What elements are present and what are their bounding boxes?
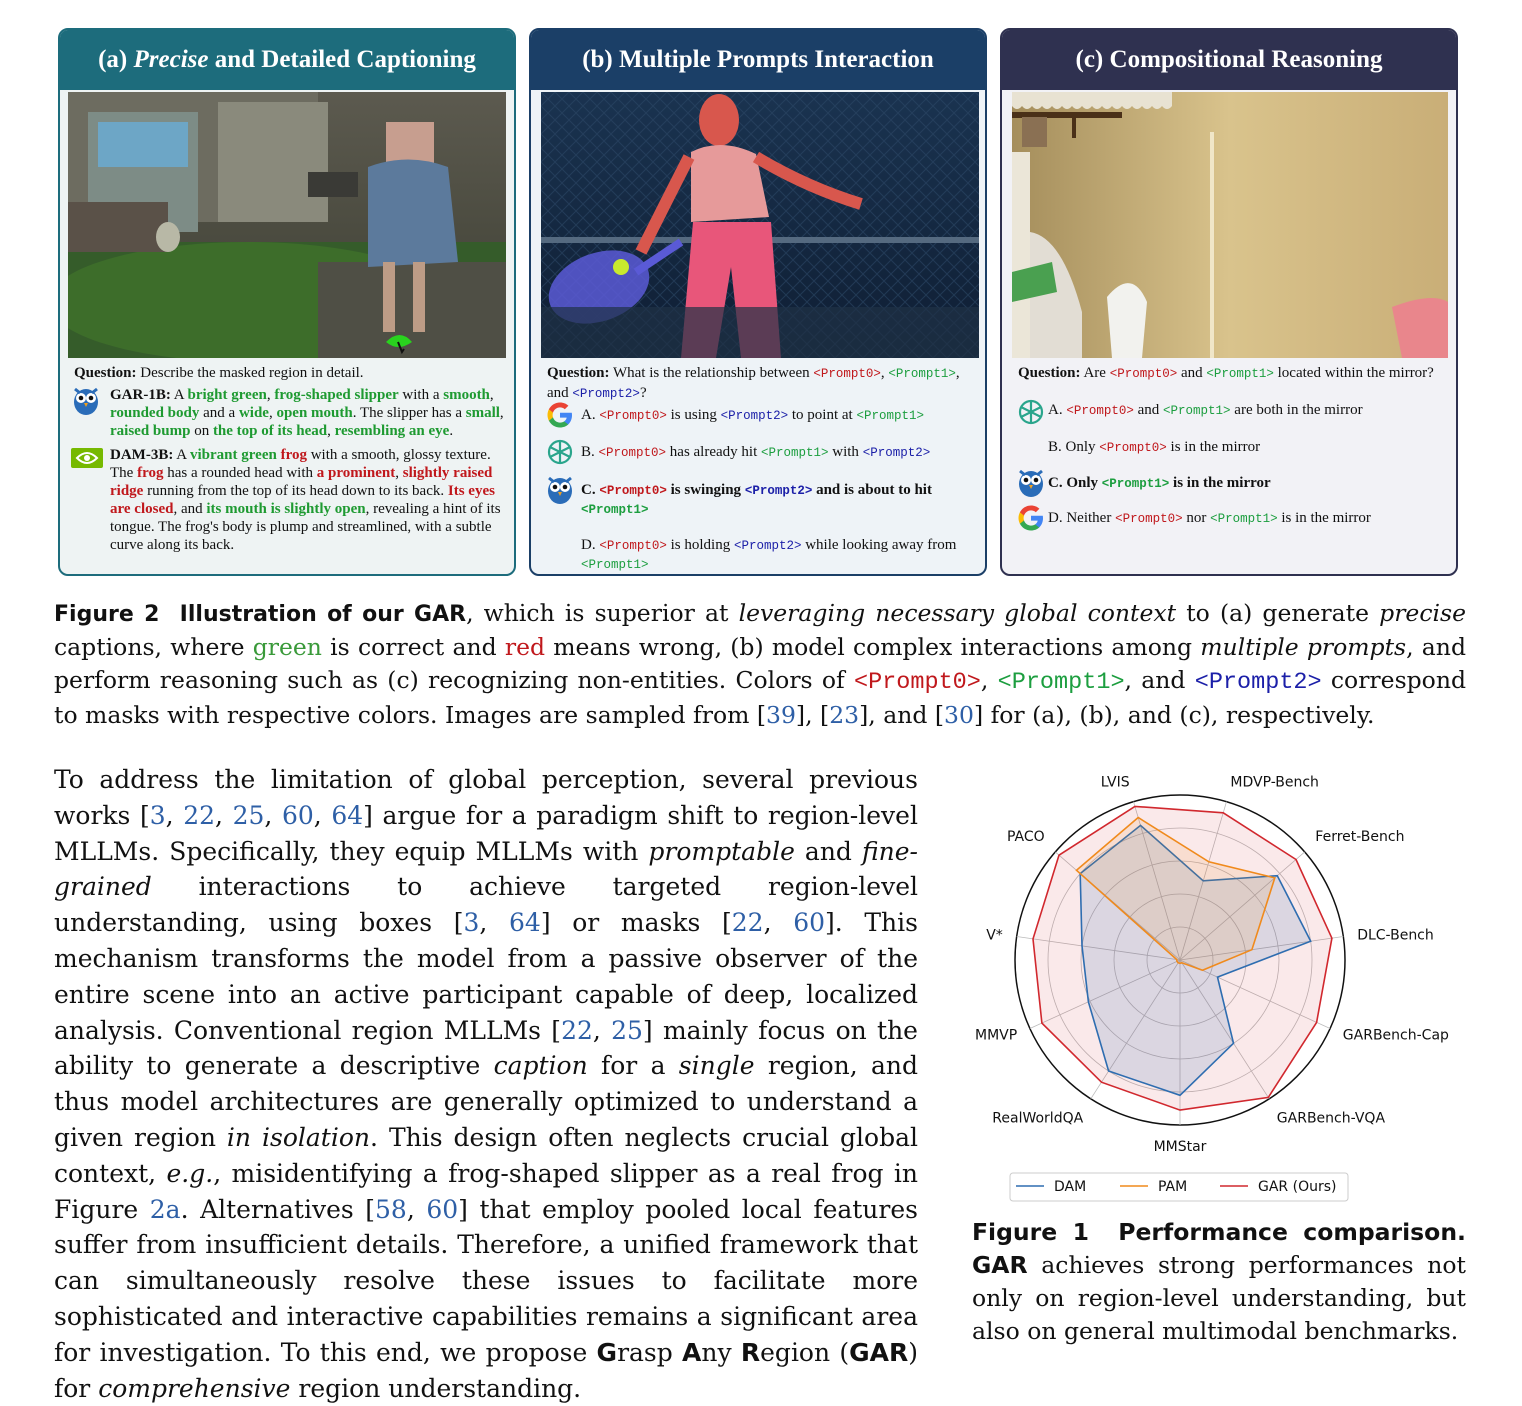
text-span: ny [701, 1337, 741, 1367]
axis-label: MDVP-Bench [1230, 774, 1319, 791]
citation-link[interactable]: 30 [944, 701, 974, 729]
text-span: . Alternatives [ [180, 1194, 376, 1224]
emphasis: GAR [849, 1337, 909, 1367]
emphasis: e.g. [166, 1158, 214, 1188]
text-span: is swinging [666, 482, 745, 498]
option-d-text [1048, 509, 1446, 528]
panel-a-question: Question: Describe the masked region in detail. [74, 365, 364, 381]
option-c-text [581, 481, 975, 519]
correct-phrase: raised bump [110, 423, 191, 439]
text-span: . The slipper has a [352, 405, 466, 421]
correct-phrase: the top of its head [212, 423, 328, 439]
prompt-token: <Prompt0> [599, 409, 667, 423]
prompt-token: <Prompt1> [581, 503, 649, 517]
emphasis: A [682, 1337, 702, 1367]
emphasis: caption [493, 1051, 588, 1081]
text-span: to point at [788, 407, 857, 423]
wrong-phrase: Its eyes are closed [110, 483, 495, 517]
text-span: is in the mirror [1277, 510, 1371, 526]
text-span: ] mainly focus on the ability to generate a descriptive [54, 1015, 918, 1081]
correct-phrase: bright green [187, 387, 267, 403]
gar-answer-text: GAR-1B: A bright green, frog-shaped slipper with a smooth, rounded body and a wide, open mouth. The slipper has a small, raised bump on the top of its head, resembling an eye. [110, 387, 504, 439]
text-span: , [327, 423, 335, 439]
prompt-token: <Prompt1> [581, 558, 649, 572]
text-span: A [170, 387, 188, 403]
text-span: egion ( [760, 1337, 850, 1367]
text-span: on [190, 423, 213, 439]
question-text: What is the relationship between [609, 365, 814, 381]
emphasis: fine-grained [54, 836, 918, 902]
correct-phrase: resembling an eye [334, 423, 450, 439]
legend-label: GAR (Ours) [1258, 1179, 1337, 1195]
citation-link[interactable]: 64 [331, 800, 364, 830]
panel-compositional-reasoning [1000, 28, 1458, 576]
option-a-text [581, 406, 975, 425]
google-icon [1016, 503, 1046, 533]
text-span: , revealing a hint of its tongue. The frog's body is plump and streamlined, with a subtle curve along its back. [110, 501, 501, 553]
prompt-token: <Prompt2> [862, 446, 931, 460]
question-label: Question: [1018, 365, 1081, 381]
prompt-token: <Prompt0> [599, 484, 667, 498]
option-letter: D. Neither [1048, 510, 1116, 526]
correct-phrase: frog-shaped slipper [274, 387, 399, 403]
legend-label: DAM [1054, 1179, 1087, 1195]
openai-icon [1016, 397, 1046, 427]
wrong-phrase: frog [280, 447, 307, 463]
option-letter: C. [581, 482, 600, 498]
axis-label: GARBench-Cap [1342, 1027, 1449, 1044]
citation-link[interactable]: 3 [149, 800, 166, 830]
panel-c-title: (c) Compositional Reasoning [1002, 30, 1456, 90]
correct-phrase: rounded body [110, 405, 200, 421]
prompt-token: <Prompt2> [572, 387, 640, 401]
panel-c-question [1018, 364, 1446, 384]
text-span: is holding [666, 537, 734, 553]
text-span: has already hit [666, 444, 761, 460]
axis-label: DLC-Bench [1357, 927, 1434, 944]
text-span: and [794, 836, 862, 866]
wrong-phrase: frog [137, 465, 164, 481]
axis-label: LVIS [1100, 774, 1130, 791]
text-span: has a rounded head with [163, 465, 317, 481]
text-span: , [266, 387, 275, 403]
text-span: is using [666, 407, 721, 423]
option-b-text [581, 443, 975, 462]
correct-phrase: small [465, 405, 500, 421]
text-span: , [955, 365, 960, 381]
axis-label: MMVP [975, 1027, 1018, 1044]
owl-icon [545, 475, 575, 505]
axis-label: Ferret-Bench [1315, 828, 1405, 845]
prompt-token: <Prompt2> [733, 539, 802, 553]
citation-link[interactable]: 39 [766, 701, 796, 729]
text-span: , [489, 387, 494, 403]
text-span: , [880, 365, 889, 381]
wrong-phrase: a prominent [316, 465, 396, 481]
option-letter: A. [581, 407, 600, 423]
text-span: rasp [617, 1337, 683, 1367]
text-span: and [1133, 402, 1164, 418]
text-span: , and [173, 501, 207, 517]
photo-room-mirror [1012, 92, 1448, 358]
text-span: ? [639, 385, 647, 401]
google-icon [545, 400, 575, 430]
text-span: nor [1182, 510, 1211, 526]
text-span: located within the mirror? [1273, 365, 1434, 381]
option-c-text [1048, 474, 1446, 493]
text-span: with a smooth, glossy texture. The [110, 447, 491, 481]
option-letter: A. [1048, 402, 1067, 418]
option-b-text [1048, 438, 1446, 457]
text-span: ] that employ pooled local features suffer from insufficient details. Therefore, a unified framework that can simultaneously resolve these issues to facilitate more sophisticated and interactive capabilities remains a significant area for investigation. To this end, we propose [54, 1194, 918, 1367]
text-span: ) for [54, 1337, 918, 1403]
text-span: interactions to achieve targeted region-level understanding, using boxes [ [54, 872, 918, 938]
photo-child-frog-slipper [68, 92, 506, 358]
prompt-token: <Prompt1> [761, 446, 829, 460]
panel-multiple-prompts [529, 28, 987, 576]
text-span: , misidentifying a frog-shaped slipper as a real frog in Figure [54, 1158, 918, 1224]
figure-link[interactable]: 2a [149, 1194, 181, 1224]
text-span: ] argue for a paradigm shift to region-level MLLMs. Specifically, they equip MLLMs with [54, 800, 918, 866]
prompt-token: <Prompt1> [1101, 477, 1170, 491]
prompt-token: <Prompt2> [744, 484, 813, 498]
text-span: ] or masks [ [540, 908, 732, 938]
correct-phrase: vibrant green [190, 447, 277, 463]
body-paragraph: To address the limitation of global perception, several previous works [3, 22, 25, 60, 64] argue for a paradigm shift to region-level MLLMs. Specifically, they equip MLLMs with promptable and fine-grained interactions to achieve targeted region-level understanding, using boxes [3, 64] or masks [22, 60]. This mechanism transforms the model from a passive observer of the entire scene into an active participant capable of deep, localized analysis. Conventional region MLLMs [22, 25] mainly focus on the ability to generate a descriptive caption for a single region, and thus model architectures are generally optimized to understand a given region in isolation. This design often neglects crucial global context, e.g., misidentifying a frog-shaped slipper as a real frog in Figure 2a. Alternatives [58, 60] that employ pooled local features suffer from insufficient details. Therefore, a unified framework that can simultaneously resolve these issues to facilitate more sophisticated and interactive capabilities remains a significant area for investigation. To this end, we propose Grasp Any Region (GAR) for comprehensive region understanding. [54, 765, 919, 1403]
text-span: ]. This mechanism transforms the model from a passive observer of the entire scene into an active participant capable of deep, localized analysis. Conventional region MLLMs [ [54, 908, 918, 1045]
text-span: A [173, 447, 191, 463]
citation-link[interactable]: 22 [183, 800, 216, 830]
text-span: and is about to hit [812, 482, 932, 498]
axis-label: RealWorldQA [992, 1110, 1084, 1127]
citation-link[interactable]: 64 [509, 908, 541, 938]
text-span: is in the mirror [1169, 475, 1271, 491]
citation-link[interactable]: 3 [463, 908, 480, 938]
prompt-token: <Prompt1> [856, 409, 924, 423]
text-span: To address the limitation of global perception, several previous works [ [54, 765, 918, 830]
text-span: and [1177, 365, 1207, 381]
option-a-text [1048, 401, 1446, 420]
correct-phrase: smooth [443, 387, 490, 403]
openai-icon [545, 437, 575, 467]
text-span: with a [398, 387, 444, 403]
panel-precise-captioning [58, 28, 516, 576]
option-d-text [581, 536, 975, 574]
citation-link[interactable]: 23 [829, 701, 860, 729]
citation-link[interactable]: 60 [281, 800, 314, 830]
text-span: , [395, 465, 403, 481]
nvidia-icon [71, 448, 103, 468]
correct-phrase: open mouth [276, 405, 353, 421]
prompt-token: <Prompt0> [813, 367, 881, 381]
owl-icon [1016, 468, 1046, 498]
text-span: for a [587, 1051, 679, 1081]
prompt-token: <Prompt1> [1163, 404, 1231, 418]
dam-answer-text: DAM-3B: A vibrant green frog with a smooth, glossy texture. The frog has a rounded head with a prominent, slightly raised ridge running from the top of its head down to its back. Its eyes are closed, and its mouth is slightly open, revealing a hint of its tongue. The frog's body is plump and streamlined, with a subtle curve along its back. [110, 447, 501, 553]
prompt-token: <Prompt0> [1066, 404, 1134, 418]
option-letter: B. Only [1048, 439, 1100, 455]
option-letter: B. [581, 444, 599, 460]
prompt-token: <Prompt0> [1109, 367, 1178, 381]
question-label: Question: [547, 365, 610, 381]
emphasis: promptable [648, 836, 795, 866]
owl-icon [71, 386, 101, 416]
text-span: , [268, 405, 277, 421]
text-span: . [449, 423, 454, 439]
citation-link[interactable]: 58 [375, 1194, 407, 1224]
emphasis: comprehensive [98, 1373, 291, 1403]
text-span: running from the top of its head down to its back. [143, 483, 448, 499]
text-span: while looking away from [801, 537, 957, 553]
text-span: and [547, 385, 573, 401]
citation-link[interactable]: 25 [611, 1015, 643, 1045]
emphasis: R [740, 1337, 761, 1367]
correct-phrase: wide [238, 405, 269, 421]
prompt-token: <Prompt1> [1206, 367, 1274, 381]
correct-phrase: its mouth is slightly open [206, 501, 366, 517]
text-span: is in the mirror [1166, 439, 1261, 455]
text-span: , [499, 405, 504, 421]
citation-link[interactable]: 22 [731, 908, 764, 938]
prompt-token: <Prompt0> [1099, 441, 1167, 455]
emphasis: single [678, 1051, 755, 1081]
citation-link[interactable]: 60 [426, 1194, 459, 1224]
wrong-phrase: slightly raised ridge [110, 465, 493, 499]
prompt-token: <Prompt1> [1210, 512, 1278, 526]
photo-tennis-player [541, 92, 979, 358]
citation-link[interactable]: 60 [793, 908, 826, 938]
prompt-token: <Prompt0> [1115, 512, 1183, 526]
emphasis: in isolation [226, 1122, 370, 1152]
citation-link[interactable]: 25 [232, 800, 265, 830]
axis-label: PACO [1007, 828, 1045, 845]
text-span: region understanding. [290, 1373, 582, 1403]
figure-2-caption: Figure 2 Illustration of our GAR, which is superior at leveraging necessary global context to (a) generate precise captions, where green is correct and red means wrong, (b) model complex interactions among multiple prompts, and perform reasoning such as (c) recognizing non-entities. Colors of <Prompt0>, <Prompt1>, and <Prompt2> correspond to masks with respective colors. Images are sampled from [39], [23], and [30] for (a), (b), and (c), respectively. [54, 599, 1467, 729]
panel-b-title: (b) Multiple Prompts Interaction [531, 30, 985, 90]
prompt-token: <Prompt1> [888, 367, 956, 381]
text-span: with [828, 444, 863, 460]
emphasis: G [596, 1337, 618, 1367]
option-letter: D. [581, 537, 600, 553]
axis-label: GARBench-VQA [1276, 1110, 1386, 1127]
text-span: are both in the mirror [1230, 402, 1363, 418]
axis-label: MMStar [1153, 1139, 1207, 1155]
text-span: . This design often neglects crucial global context, [54, 1122, 918, 1188]
text-span: region, and thus model architectures are generally optimized to understand a given region [54, 1051, 919, 1152]
question-text: Are [1080, 365, 1110, 381]
citation-link[interactable]: 22 [561, 1015, 593, 1045]
text-span: and a [199, 405, 239, 421]
panel-a-title: (a) Precise and Detailed Captioning [60, 30, 514, 90]
legend-label: PAM [1158, 1179, 1188, 1195]
prompt-token: <Prompt2> [720, 409, 789, 423]
panel-b-question [547, 364, 975, 404]
prompt-token: <Prompt0> [599, 539, 667, 553]
radar-chart [958, 752, 1488, 1207]
axis-label: V* [986, 927, 1003, 944]
figure-1-caption: Figure 1 Performance comparison. GAR achieves strong performances not only on region-level understanding, but also on general multimodal benchmarks. [972, 1218, 1466, 1345]
option-letter: C. Only [1048, 475, 1102, 491]
prompt-token: <Prompt0> [598, 446, 667, 460]
